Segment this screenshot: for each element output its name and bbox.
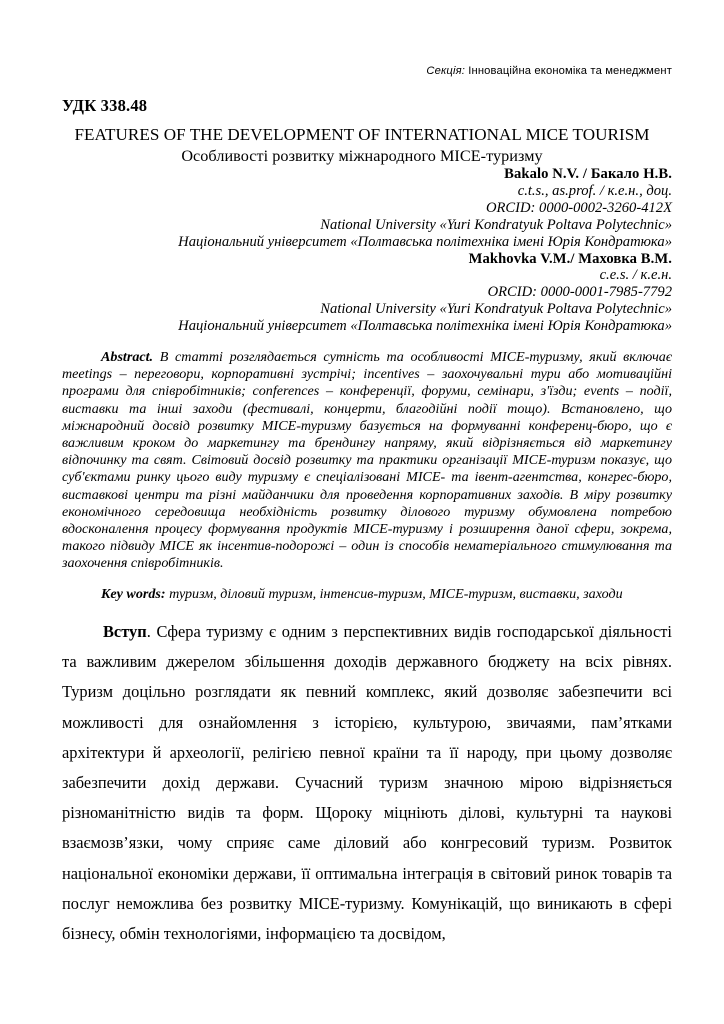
author-affiliation-ukrainian: Національний університет «Полтавська політехніка імені Юрія Кондратюка»: [178, 233, 672, 250]
keywords-text: туризм, діловий туризм, інтенсив-туризм, MICE-туризм, виставки, заходи: [165, 586, 623, 602]
udk-code: УДК 338.48: [62, 96, 148, 115]
body-text: . Сфера туризму є одним з перспективних видів господарської діяльності та важливим джерелом збільшення доходів державного бюджету на всіх рівнях. Туризм доцільно розглядати як певний комплекс, який дозволяє забезпечити всі можливості для ознайомлення з історією, культурою, звичаями, пам’ятками архітектури й археології, релігією певної країни та її народу, при цьому дозволяє забезпечити дохід держави. Сучасний туризм значною мірою відрізняється різноманітністю видів та форм. Щороку міцніють ділові, культурні та наукові взаємозв’язки, чому сприяє саме діловий або конгресовий туризм. Розвиток національної економіки держави, її оптимальна інтеграція в світовий ринок товарів та послуг неможлива без розвитку MICE-туризму. Комунікацій, що виникають в сфері бізнесу, обмін технологіями, інформацією та досвідом,: [62, 622, 672, 944]
author-degree: c.t.s., as.prof. / к.е.н., доц.: [517, 182, 672, 199]
title-block: [52, 124, 672, 167]
page-title-english: FEATURES OF THE DEVELOPMENT OF INTERNATIONAL MICE TOURISM: [74, 125, 650, 144]
author-entry-1: [52, 166, 672, 251]
abstract-text: В статті розглядається сутність та особливості MICE-туризму, який включає meetings – переговори, корпоративні зустрічі; incentives – заохочувальні тури або мотиваційні програми для співробітників; conferences – конференції, форуми, семінари, з'їзди; events – події, виставки та інші заходи (фестивалі, концерти, благодійні події тощо). Встановлено, що міжнародний досвід розвитку MICE-туризму базується на формуванні конференц-бюро, що є важливим кроком до маркетингу та брендингу напряму, який відрізняється від маркетингу відпочинку та свят. Світовий досвід розвитку та практики організації MICE-туризм показує, що суб'єктами ринку цього виду туризму є спеціалізовані MICE- та івент-агентства, конгрес-бюро, виставкові центри та різні майданчики для проведення корпоративних заходів. В міру розвитку економічного середовища необхідність розвитку ділового туризму обумовлена потребою вдосконалення процесу формування продуктів MICE-туризму і розширення даної сфери, зокрема, такого підвиду MICE як інсентив-подорожі – один із способів нематеріального стимулювання та заохочення співробітників.: [62, 349, 672, 572]
abstract-paragraph: [62, 349, 672, 573]
author-degree: c.e.s. / к.е.н.: [599, 267, 672, 284]
author-affiliation-english: National University «Yuri Kondratyuk Poltava Polytechnic»: [320, 301, 672, 318]
abstract-label: Abstract.: [101, 349, 154, 365]
page-title-ukrainian: Особливості розвитку міжнародного MICE-туризму: [181, 147, 543, 165]
keywords-label: Key words:: [101, 586, 166, 602]
author-orcid: ORCID: 0000-0002-3260-412X: [485, 199, 672, 216]
running-header-label: Секція:: [426, 65, 465, 77]
keywords-paragraph: [62, 586, 672, 603]
author-orcid: ORCID: 0000-0001-7985-7792: [487, 284, 672, 301]
author-entry-2: [52, 251, 672, 336]
author-block: [52, 166, 672, 335]
running-header-section: Інноваційна економіка та менеджмент: [464, 65, 672, 77]
body-section-label: Вступ: [103, 622, 147, 641]
author-affiliation-english: National University «Yuri Kondratyuk Poltava Polytechnic»: [320, 216, 672, 233]
author-affiliation-ukrainian: Національний університет «Полтавська політехніка імені Юрія Кондратюка»: [178, 318, 672, 335]
body-paragraph-introduction: [62, 617, 672, 949]
author-name: Makhovka V.M./ Маховка В.М.: [468, 250, 672, 267]
running-header: [52, 64, 672, 78]
author-name: Bakalo N.V. / Бакало Н.В.: [504, 166, 672, 182]
